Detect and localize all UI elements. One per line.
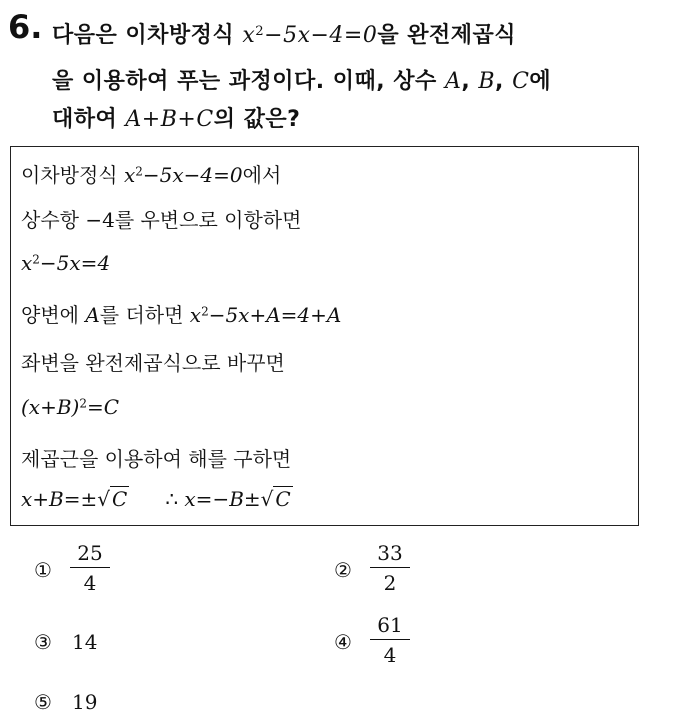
box-text: 를 더하면 (99, 303, 190, 327)
box-exponent: 2 (32, 252, 40, 267)
box-math: −4 (85, 208, 115, 232)
choice-1[interactable] (34, 558, 60, 582)
box-exponent: 2 (135, 164, 143, 179)
box-text: 에서 (242, 163, 282, 187)
question-line-1 (52, 18, 516, 49)
choice-1-fraction (70, 541, 110, 595)
box-exponent: 2 (201, 304, 209, 319)
box-math: −5x=4 (39, 251, 111, 275)
choice-marker: ③ (34, 630, 52, 654)
box-line-1 (21, 159, 281, 188)
choice-5[interactable] (34, 690, 97, 714)
question-text: 의 값은? (213, 107, 301, 132)
question-text: 대하여 (52, 107, 126, 132)
box-math: x+B=± (21, 487, 98, 511)
solution-box (10, 146, 639, 526)
box-line-7 (21, 443, 291, 472)
question-number: 6. (8, 8, 43, 46)
box-math: −5x+A=4+A (208, 303, 342, 327)
equation-exponent: 2 (255, 23, 265, 39)
numerator: 25 (70, 541, 110, 568)
choice-4[interactable] (334, 630, 360, 654)
question-text: 을 이용하여 푸는 과정이다. 이때, 상수 (52, 69, 445, 94)
separator: , (461, 69, 479, 94)
box-text: 양변에 (21, 303, 86, 327)
numerator: 61 (370, 613, 410, 640)
box-math: x (189, 303, 202, 327)
denominator: 4 (383, 643, 397, 667)
choice-4-fraction (370, 613, 410, 667)
box-exponent: 2 (79, 396, 87, 411)
box-math: A (85, 303, 100, 327)
constant-c: C (512, 69, 530, 94)
constant-b: B (478, 69, 496, 94)
box-line-2 (21, 204, 301, 233)
choice-marker: ① (34, 558, 52, 582)
question-text: 에 (529, 69, 552, 94)
separator: , (495, 69, 513, 94)
box-text: 상수항 (21, 208, 86, 232)
box-line-5 (21, 347, 285, 376)
box-line-6 (21, 395, 119, 419)
box-math: x (123, 163, 136, 187)
box-math: (x+B) (21, 395, 80, 419)
choice-marker: ② (334, 558, 352, 582)
therefore-sign: ∴ (165, 487, 179, 511)
radical-sign: √ (97, 487, 110, 511)
box-math: x (21, 251, 33, 275)
box-text: 제곱근을 이용하여 해를 구하면 (21, 447, 292, 471)
box-text: 좌변을 완전제곱식으로 바꾸면 (21, 351, 285, 375)
box-line-8 (21, 487, 293, 511)
question-text: 을 완전제곱식 (377, 23, 517, 48)
box-math: −5x−4=0 (142, 163, 243, 187)
box-text: 이차방정식 (21, 163, 124, 187)
question-line-3 (52, 102, 300, 133)
radical-sign: √ (260, 487, 274, 511)
choice-2-fraction (370, 541, 410, 595)
sqrt-c (261, 487, 293, 511)
choice-3[interactable] (34, 630, 97, 654)
sum-expression: A+B+C (125, 107, 214, 132)
question-line-2 (52, 64, 551, 95)
denominator: 2 (383, 571, 397, 595)
equation-variable: x (242, 23, 256, 48)
box-math: =C (86, 395, 120, 419)
box-math: x=−B± (184, 487, 261, 511)
sqrt-c (97, 487, 129, 511)
choice-2[interactable] (334, 558, 360, 582)
box-text: 를 우변으로 이항하면 (114, 208, 302, 232)
box-line-4 (21, 299, 341, 328)
denominator: 4 (83, 571, 97, 595)
choice-marker: ④ (334, 630, 352, 654)
radicand: C (112, 487, 128, 511)
numerator: 33 (370, 541, 410, 568)
equation-rest: −5x−4=0 (264, 23, 378, 48)
box-line-3 (21, 251, 110, 275)
choice-marker: ⑤ (34, 690, 52, 714)
radicand: C (275, 487, 291, 511)
choice-value: 19 (72, 690, 98, 714)
constant-a: A (444, 69, 462, 94)
question-text: 다음은 이차방정식 (52, 23, 243, 48)
choice-value: 14 (72, 630, 98, 654)
